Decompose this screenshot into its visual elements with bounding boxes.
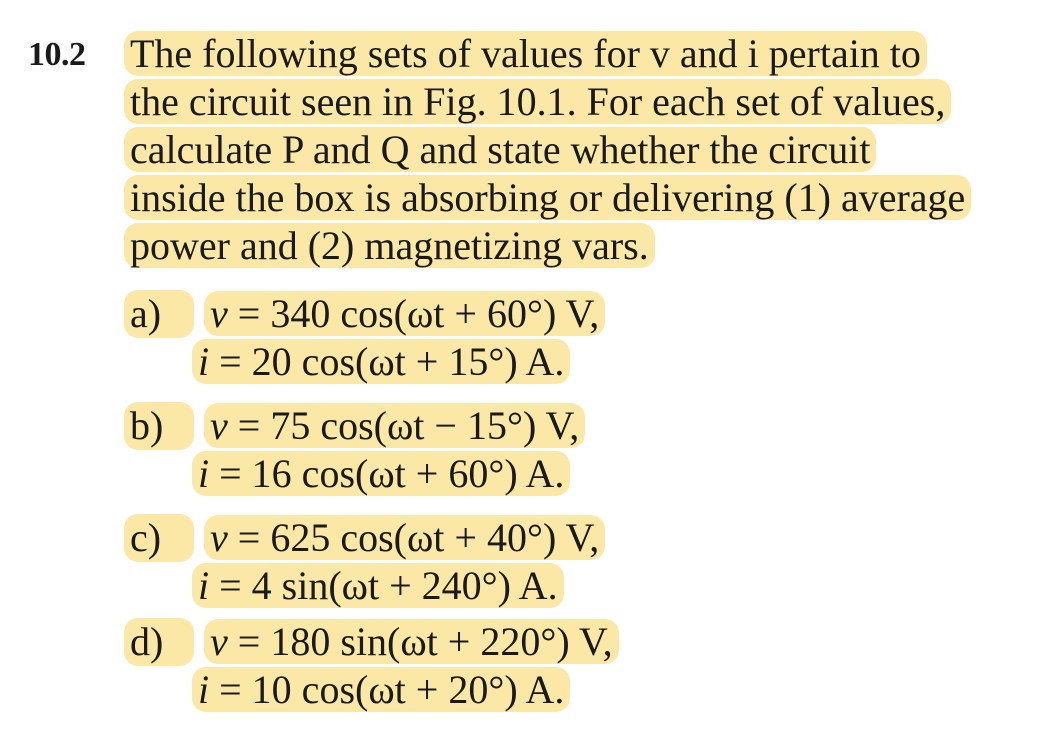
part-c-voltage: c) v = 625 cos(ωt + 40°) V, (124, 514, 605, 562)
problem-text-line-1: The following sets of values for v and i pertain to (124, 30, 927, 78)
part-a-voltage: a) v = 340 cos(ωt + 60°) V, (124, 290, 605, 338)
part-c-current: i = 4 sin(ωt + 240°) A. (124, 562, 564, 610)
part-c-label: c) (124, 514, 194, 562)
part-b-label: b) (124, 402, 194, 450)
problem-text-line-4: inside the box is absorbing or delivering (1) average (124, 174, 971, 222)
problem-text-line-5: power and (2) magnetizing vars. (124, 222, 655, 270)
part-d-label: d) (124, 618, 194, 666)
part-b-current: i = 16 cos(ωt + 60°) A. (124, 450, 570, 498)
problem-text-line-2: the circuit seen in Fig. 10.1. For each set of values, (124, 78, 951, 126)
problem-text-line-3: calculate P and Q and state whether the circuit (124, 126, 876, 174)
part-a-current: i = 20 cos(ωt + 15°) A. (124, 338, 570, 386)
part-d-voltage: d) v = 180 sin(ωt + 220°) V, (124, 618, 619, 666)
part-d-current: i = 10 cos(ωt + 20°) A. (124, 666, 570, 714)
problem-number: 10.2 (28, 36, 86, 73)
part-a-label: a) (124, 290, 194, 338)
part-b-voltage: b) v = 75 cos(ωt − 15°) V, (124, 402, 585, 450)
